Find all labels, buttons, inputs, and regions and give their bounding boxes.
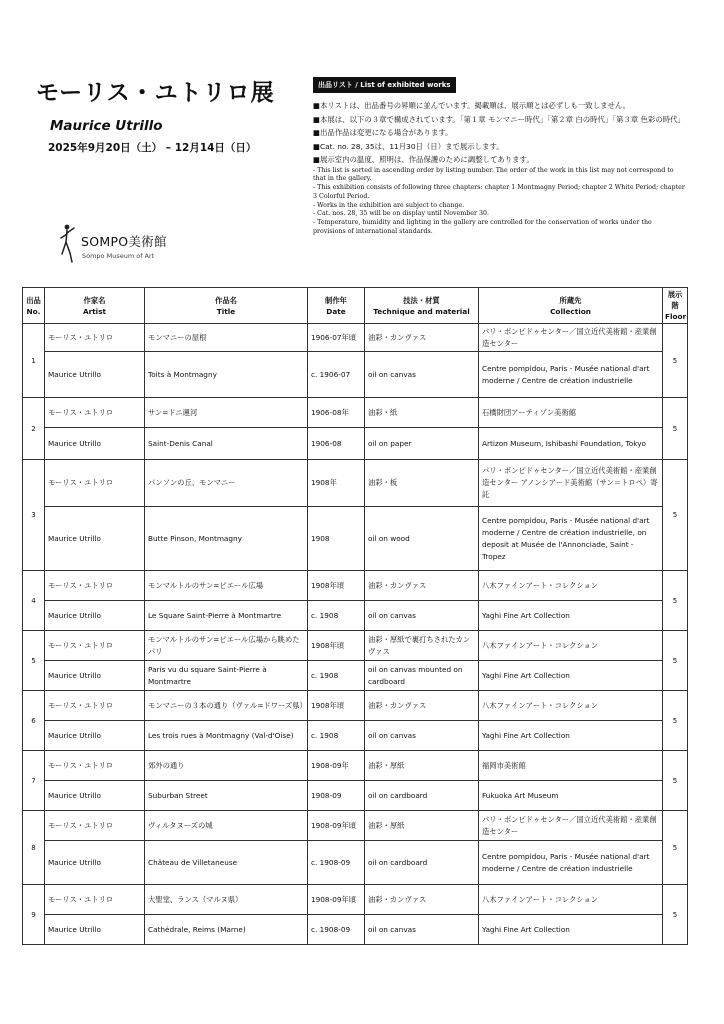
cell-date-en: c. 1908 bbox=[308, 661, 365, 691]
cell-title-en: Butte Pinson, Montmagny bbox=[145, 507, 308, 571]
cell-technique-jp: 油彩・カンヴァス bbox=[365, 324, 479, 352]
cell-floor: 5 bbox=[663, 324, 688, 398]
cell-collection-jp: 八木ファインアート・コレクション bbox=[479, 691, 663, 721]
cell-no: 5 bbox=[23, 631, 45, 691]
cell-artist-jp: モーリス・ユトリロ bbox=[45, 811, 145, 841]
cell-date-en: c. 1908 bbox=[308, 721, 365, 751]
page-subtitle: Maurice Utrillo bbox=[50, 118, 163, 134]
cell-date-en: 1908-09 bbox=[308, 781, 365, 811]
cell-artist-jp: モーリス・ユトリロ bbox=[45, 751, 145, 781]
cell-no: 4 bbox=[23, 571, 45, 631]
en-note: - Temperature, humidity and lighting in the gallery are controlled for the conservation of works under the provisions of international standards. bbox=[313, 219, 652, 236]
cell-collection-en: Centre pompidou, Paris - Musée national d'art moderne / Centre de création industrielle, on deposit at Musée de l'Annonciade, Saint - Tropez bbox=[479, 507, 663, 571]
cell-collection-jp: パリ・ポンピドゥセンター／国立近代美術館・産業創造センター bbox=[479, 811, 663, 841]
cell-no: 2 bbox=[23, 398, 45, 460]
cell-collection-en: Yaghi Fine Art Collection bbox=[479, 915, 663, 945]
cell-artist-jp: モーリス・ユトリロ bbox=[45, 460, 145, 507]
cell-artist-jp: モーリス・ユトリロ bbox=[45, 324, 145, 352]
cell-date-en: c. 1906-07 bbox=[308, 352, 365, 398]
table-row bbox=[23, 721, 688, 751]
cell-date-en: c. 1908-09 bbox=[308, 915, 365, 945]
works-table bbox=[22, 287, 688, 945]
exhibition-dates: 2025年9月20日（土） – 12月14日（日） bbox=[48, 142, 257, 154]
logo-brand-en: Sompo Museum of Art bbox=[82, 252, 155, 260]
cell-title-en: Château de Villetaneuse bbox=[145, 841, 308, 885]
header-collection: 所蔵先 Collection bbox=[479, 288, 663, 324]
cell-title-jp: モンマルトルのサン=ピエール広場から眺めたパリ bbox=[145, 631, 308, 661]
museum-logo bbox=[58, 222, 198, 266]
cell-artist-en: Maurice Utrillo bbox=[45, 915, 145, 945]
cell-collection-jp: 八木ファインアート・コレクション bbox=[479, 885, 663, 915]
header-title: 作品名 Title bbox=[145, 288, 308, 324]
cell-floor: 5 bbox=[663, 631, 688, 691]
cell-technique-jp: 油彩・厚紙 bbox=[365, 811, 479, 841]
cell-technique-en: oil on canvas bbox=[365, 601, 479, 631]
cell-floor: 5 bbox=[663, 460, 688, 571]
cell-no: 8 bbox=[23, 811, 45, 885]
cell-technique-jp: 油彩・カンヴァス bbox=[365, 571, 479, 601]
cell-technique-jp: 油彩・カンヴァス bbox=[365, 691, 479, 721]
cell-artist-en: Maurice Utrillo bbox=[45, 352, 145, 398]
cell-title-jp: ヴィルタヌーズの城 bbox=[145, 811, 308, 841]
table-row bbox=[23, 352, 688, 398]
page-title: モーリス・ユトリロ展 bbox=[36, 80, 275, 106]
jp-note: ■Cat. no. 28, 35は、11月30日（日）まで展示します。 bbox=[313, 141, 504, 151]
cell-technique-en: oil on cardboard bbox=[365, 781, 479, 811]
cell-title-en: Toits à Montmagny bbox=[145, 352, 308, 398]
en-note: - Works in the exhibition are subject to change. bbox=[313, 201, 465, 209]
table-row bbox=[23, 428, 688, 460]
table-row bbox=[23, 631, 688, 661]
cell-technique-jp: 油彩・紙 bbox=[365, 398, 479, 428]
cell-technique-jp: 油彩・カンヴァス bbox=[365, 885, 479, 915]
table-row bbox=[23, 841, 688, 885]
cell-date-jp: 1908年頃 bbox=[308, 571, 365, 601]
cell-technique-jp: 油彩・厚紙で裏打ちされたカンヴァス bbox=[365, 631, 479, 661]
table-row bbox=[23, 601, 688, 631]
table-row bbox=[23, 460, 688, 507]
cell-date-en: c. 1908 bbox=[308, 601, 365, 631]
cell-floor: 5 bbox=[663, 751, 688, 811]
cell-collection-en: Fukuoka Art Museum bbox=[479, 781, 663, 811]
table-header-row bbox=[23, 288, 688, 324]
cell-no: 1 bbox=[23, 324, 45, 398]
table-row bbox=[23, 915, 688, 945]
cell-date-jp: 1908-09年頃 bbox=[308, 885, 365, 915]
cell-title-en: Saint-Denis Canal bbox=[145, 428, 308, 460]
en-note: - Cat. nos. 28, 35 will be on display until November 30. bbox=[313, 210, 490, 218]
cell-technique-en: oil on canvas mounted on cardboard bbox=[365, 661, 479, 691]
cell-floor: 5 bbox=[663, 811, 688, 885]
cell-date-jp: 1908年頃 bbox=[308, 631, 365, 661]
cell-artist-en: Maurice Utrillo bbox=[45, 428, 145, 460]
cell-technique-en: oil on paper bbox=[365, 428, 479, 460]
dancer-logo-icon bbox=[58, 222, 80, 264]
table-row bbox=[23, 324, 688, 352]
cell-title-jp: サン=ドニ運河 bbox=[145, 398, 308, 428]
cell-artist-en: Maurice Utrillo bbox=[45, 781, 145, 811]
cell-no: 6 bbox=[23, 691, 45, 751]
jp-note: ■本展は、以下の３章で構成されています。「第１章 モンマニー時代」「第２章 白の時代」「第３章 色彩の時代」 bbox=[313, 114, 685, 124]
cell-artist-en: Maurice Utrillo bbox=[45, 661, 145, 691]
cell-artist-en: Maurice Utrillo bbox=[45, 507, 145, 571]
table-row bbox=[23, 751, 688, 781]
cell-title-en: Cathédrale, Reims (Marne) bbox=[145, 915, 308, 945]
cell-date-jp: 1908-09年頃 bbox=[308, 811, 365, 841]
cell-technique-en: oil on wood bbox=[365, 507, 479, 571]
table-row bbox=[23, 507, 688, 571]
cell-title-jp: 郊外の通り bbox=[145, 751, 308, 781]
cell-collection-jp: 石橋財団アーティゾン美術館 bbox=[479, 398, 663, 428]
list-badge: 出品リスト / List of exhibited works bbox=[313, 77, 456, 93]
cell-technique-en: oil on canvas bbox=[365, 915, 479, 945]
cell-collection-en: Yaghi Fine Art Collection bbox=[479, 721, 663, 751]
cell-floor: 5 bbox=[663, 398, 688, 460]
notes-panel bbox=[313, 72, 685, 237]
cell-title-en: Les trois rues à Montmagny (Val-d'Oise) bbox=[145, 721, 308, 751]
cell-title-en: Suburban Street bbox=[145, 781, 308, 811]
cell-date-en: c. 1908-09 bbox=[308, 841, 365, 885]
cell-artist-en: Maurice Utrillo bbox=[45, 601, 145, 631]
cell-technique-en: oil on canvas bbox=[365, 721, 479, 751]
cell-collection-jp: 八木ファインアート・コレクション bbox=[479, 631, 663, 661]
cell-no: 9 bbox=[23, 885, 45, 945]
cell-title-jp: 大聖堂、ランス（マルヌ県） bbox=[145, 885, 308, 915]
cell-date-jp: 1906-07年頃 bbox=[308, 324, 365, 352]
cell-collection-en: Centre pompidou, Paris - Musée national d'art moderne / Centre de création industrielle bbox=[479, 841, 663, 885]
logo-brand: SOMPO美術館 bbox=[81, 234, 167, 249]
cell-no: 3 bbox=[23, 460, 45, 571]
en-note: - This list is sorted in ascending order by listing number. The order of the work in this list may not correspond to that in the gallery. bbox=[313, 166, 674, 183]
table-row bbox=[23, 571, 688, 601]
cell-title-jp: モンマルトルのサン=ピエール広場 bbox=[145, 571, 308, 601]
cell-artist-jp: モーリス・ユトリロ bbox=[45, 571, 145, 601]
cell-date-en: 1906-08 bbox=[308, 428, 365, 460]
cell-artist-en: Maurice Utrillo bbox=[45, 721, 145, 751]
cell-collection-jp: パリ・ポンピドゥセンター／国立近代美術館・産業創造センター bbox=[479, 324, 663, 352]
cell-technique-en: oil on canvas bbox=[365, 352, 479, 398]
header-floor: 展示階 Floor bbox=[663, 288, 688, 324]
table-row bbox=[23, 781, 688, 811]
jp-note: ■本リストは、出品番号の昇順に並んでいます。掲載順は、展示順とは必ずしも一致しません。 bbox=[313, 101, 631, 110]
cell-collection-en: Yaghi Fine Art Collection bbox=[479, 661, 663, 691]
header-date: 制作年 Date bbox=[308, 288, 365, 324]
cell-technique-jp: 油彩・板 bbox=[365, 460, 479, 507]
cell-title-jp: モンマニーの３本の通り（ヴァル=ドワーズ県） bbox=[145, 691, 308, 721]
header-artist: 作家名 Artist bbox=[45, 288, 145, 324]
cell-date-jp: 1908年 bbox=[308, 460, 365, 507]
cell-date-en: 1908 bbox=[308, 507, 365, 571]
cell-date-jp: 1908-09年 bbox=[308, 751, 365, 781]
cell-artist-jp: モーリス・ユトリロ bbox=[45, 631, 145, 661]
en-note: - This exhibition consists of following three chapters: chapter 1 Montmagny Period; chapter 2 White Period; chapter 3 Colorful Period. bbox=[313, 184, 685, 200]
cell-collection-jp: 八木ファインアート・コレクション bbox=[479, 571, 663, 601]
cell-title-jp: パンソンの丘、モンマニー bbox=[145, 460, 308, 507]
cell-artist-en: Maurice Utrillo bbox=[45, 841, 145, 885]
cell-collection-en: Yaghi Fine Art Collection bbox=[479, 601, 663, 631]
cell-title-en: Paris vu du square Saint-Pierre à Montmartre bbox=[145, 661, 308, 691]
cell-floor: 5 bbox=[663, 885, 688, 945]
table-row bbox=[23, 811, 688, 841]
table-row bbox=[23, 691, 688, 721]
cell-floor: 5 bbox=[663, 571, 688, 631]
cell-title-en: Le Square Saint-Pierre à Montmartre bbox=[145, 601, 308, 631]
jp-note: ■出品作品は変更になる場合があります。 bbox=[313, 128, 453, 137]
cell-collection-en: Centre pompidou, Paris - Musée national d'art moderne / Centre de création industrielle bbox=[479, 352, 663, 398]
cell-title-jp: モンマニーの屋根 bbox=[145, 324, 308, 352]
header-no: 出品 No. bbox=[23, 288, 45, 324]
cell-artist-jp: モーリス・ユトリロ bbox=[45, 885, 145, 915]
table-row bbox=[23, 661, 688, 691]
cell-floor: 5 bbox=[663, 691, 688, 751]
table-row bbox=[23, 885, 688, 915]
cell-date-jp: 1906-08年 bbox=[308, 398, 365, 428]
cell-artist-jp: モーリス・ユトリロ bbox=[45, 398, 145, 428]
table-row bbox=[23, 398, 688, 428]
cell-technique-jp: 油彩・厚紙 bbox=[365, 751, 479, 781]
cell-collection-jp: パリ・ポンピドゥセンター／国立近代美術館・産業創造センター アノンシアード美術館（サン＝トロペ）寄託 bbox=[479, 460, 663, 507]
cell-date-jp: 1908年頃 bbox=[308, 691, 365, 721]
cell-collection-en: Artizon Museum, Ishibashi Foundation, Tokyo bbox=[479, 428, 663, 460]
header-technique: 技法・材質 Technique and material bbox=[365, 288, 479, 324]
cell-technique-en: oil on cardboard bbox=[365, 841, 479, 885]
cell-no: 7 bbox=[23, 751, 45, 811]
jp-note: ■展示室内の温度、照明は、作品保護のために調整してあります。 bbox=[313, 155, 534, 164]
cell-artist-jp: モーリス・ユトリロ bbox=[45, 691, 145, 721]
cell-collection-jp: 福岡市美術館 bbox=[479, 751, 663, 781]
